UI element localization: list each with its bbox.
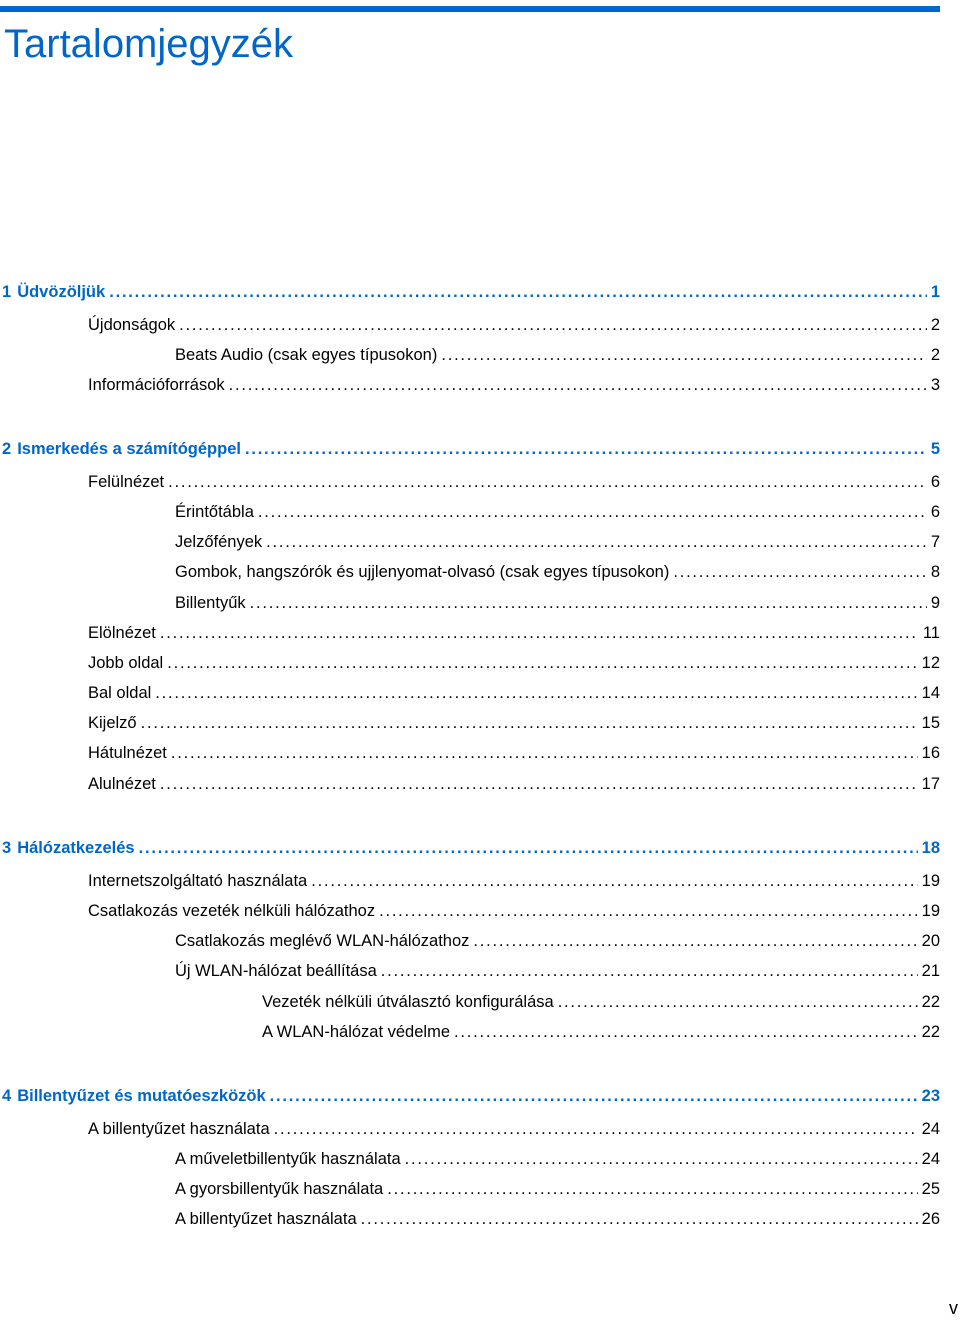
entry-title: Elölnézet	[88, 623, 156, 642]
dot-leader	[441, 344, 926, 366]
entry-page: 19	[921, 902, 940, 921]
toc-entry[interactable]	[262, 1021, 940, 1043]
dot-leader	[155, 682, 917, 704]
chapter-page: 1	[930, 283, 940, 301]
entry-page: 6	[930, 503, 940, 522]
dot-leader	[109, 281, 927, 303]
chapter-page: 23	[921, 1087, 940, 1105]
entry-title: A műveletbillentyűk használata	[175, 1150, 401, 1169]
toc-entry[interactable]	[262, 991, 940, 1013]
entry-page: 22	[921, 992, 940, 1011]
chapter-title: Ismerkedés a számítógéppel	[17, 440, 241, 458]
toc-entry[interactable]	[88, 773, 940, 795]
entry-page: 2	[930, 346, 940, 365]
toc-chapter-1[interactable]	[2, 281, 940, 303]
entry-page: 11	[922, 623, 940, 642]
entry-title: A billentyűzet használata	[175, 1210, 357, 1229]
toc-entry[interactable]	[88, 652, 940, 674]
entry-title: Csatlakozás vezeték nélküli hálózathoz	[88, 902, 376, 921]
entry-page: 26	[921, 1210, 940, 1229]
entry-page: 7	[930, 533, 940, 552]
chapter-number: 1	[2, 283, 12, 301]
entry-title: Érintőtábla	[175, 503, 254, 522]
dot-leader	[250, 592, 927, 614]
entry-title: Bal oldal	[88, 684, 152, 703]
entry-title: Gombok, hangszórók és ujjlenyomat-olvasó (csak egyes típusokon)	[175, 563, 670, 582]
dot-leader	[141, 712, 918, 734]
entry-page: 15	[921, 714, 940, 733]
entry-page: 22	[921, 1022, 940, 1041]
page-title: Tartalomjegyzék	[4, 22, 294, 66]
entry-page: 8	[930, 563, 940, 582]
dot-leader	[168, 471, 927, 493]
entry-page: 6	[930, 473, 940, 491]
toc-entry[interactable]	[175, 531, 940, 553]
entry-page: 24	[921, 1150, 940, 1169]
dot-leader	[270, 1085, 918, 1107]
dot-leader	[361, 1208, 918, 1230]
toc-entry[interactable]	[88, 374, 940, 396]
toc-entry[interactable]	[88, 682, 940, 704]
entry-page: 12	[921, 653, 940, 672]
entry-page: 20	[921, 932, 940, 951]
entry-page: 16	[921, 744, 940, 763]
toc-entry[interactable]	[175, 501, 940, 523]
dot-leader	[405, 1148, 918, 1170]
entry-title: Jelzőfények	[175, 533, 263, 552]
entry-title: Csatlakozás meglévő WLAN-hálózathoz	[175, 932, 470, 951]
dot-leader	[266, 531, 927, 553]
toc-entry[interactable]	[175, 561, 940, 583]
entry-title: A gyorsbillentyűk használata	[175, 1180, 384, 1199]
toc-entry[interactable]	[175, 1178, 940, 1200]
toc-entry[interactable]	[175, 344, 940, 366]
entry-title: A WLAN-hálózat védelme	[262, 1022, 451, 1041]
dot-leader	[274, 1118, 918, 1140]
dot-leader	[454, 1021, 918, 1043]
entry-title: Információforrások	[88, 376, 225, 395]
toc-entry[interactable]	[175, 960, 940, 982]
entry-page: 25	[921, 1180, 940, 1199]
dot-leader	[139, 837, 918, 859]
entry-page: 2	[930, 316, 940, 334]
entry-title: Újdonságok	[88, 316, 176, 334]
toc-chapter-3[interactable]	[2, 837, 940, 859]
entry-title: A billentyűzet használata	[88, 1120, 270, 1138]
chapter-title: Billentyűzet és mutatóeszközök	[17, 1087, 266, 1105]
entry-page: 3	[930, 376, 940, 395]
toc-entry[interactable]	[88, 314, 940, 336]
entry-title: Billentyűk	[175, 593, 246, 612]
chapter-page: 5	[930, 440, 940, 458]
entry-title: Vezeték nélküli útválasztó konfigurálása	[262, 992, 554, 1011]
toc-entry[interactable]	[88, 1118, 940, 1140]
dot-leader	[245, 438, 927, 460]
entry-page: 19	[921, 872, 940, 890]
toc-chapter-4[interactable]	[2, 1085, 940, 1107]
dot-leader	[387, 1178, 917, 1200]
dot-leader	[229, 374, 927, 396]
toc-entry[interactable]	[88, 742, 940, 764]
entry-title: Jobb oldal	[88, 653, 164, 672]
top-rule	[0, 6, 940, 12]
dot-leader	[179, 314, 927, 336]
toc-entry[interactable]	[175, 592, 940, 614]
dot-leader	[673, 561, 926, 583]
toc-entry[interactable]	[88, 622, 940, 644]
dot-leader	[160, 773, 918, 795]
toc-entry[interactable]	[175, 930, 940, 952]
chapter-number: 4	[2, 1087, 12, 1105]
dot-leader	[171, 742, 918, 764]
entry-title: Beats Audio (csak egyes típusokon)	[175, 346, 438, 365]
dot-leader	[381, 960, 918, 982]
entry-title: Kijelző	[88, 714, 137, 733]
page-number: v	[949, 1298, 958, 1318]
toc-entry[interactable]	[175, 1208, 940, 1230]
chapter-title: Üdvözöljük	[17, 283, 106, 301]
toc-chapter-2[interactable]	[2, 438, 940, 460]
dot-leader	[473, 930, 917, 952]
chapter-title: Hálózatkezelés	[17, 839, 135, 857]
toc-entry[interactable]	[88, 870, 940, 892]
entry-page: 24	[921, 1120, 940, 1138]
toc-entry[interactable]	[88, 900, 940, 922]
dot-leader	[160, 622, 919, 644]
entry-title: Felülnézet	[88, 473, 165, 491]
entry-page: 17	[921, 774, 940, 793]
chapter-number: 3	[2, 839, 12, 857]
entry-page: 9	[930, 593, 940, 612]
entry-title: Hátulnézet	[88, 744, 167, 763]
entry-title: Internetszolgáltató használata	[88, 872, 308, 890]
entry-title: Alulnézet	[88, 774, 156, 793]
dot-leader	[558, 991, 918, 1013]
toc-entry[interactable]	[88, 471, 940, 493]
entry-page: 14	[921, 684, 940, 703]
entry-page: 21	[921, 962, 940, 981]
dot-leader	[311, 870, 917, 892]
toc-entry[interactable]	[88, 712, 940, 734]
dot-leader	[258, 501, 927, 523]
chapter-number: 2	[2, 440, 12, 458]
dot-leader	[379, 900, 918, 922]
dot-leader	[167, 652, 917, 674]
toc-entry[interactable]	[175, 1148, 940, 1170]
entry-title: Új WLAN-hálózat beállítása	[175, 962, 377, 981]
chapter-page: 18	[921, 839, 940, 857]
